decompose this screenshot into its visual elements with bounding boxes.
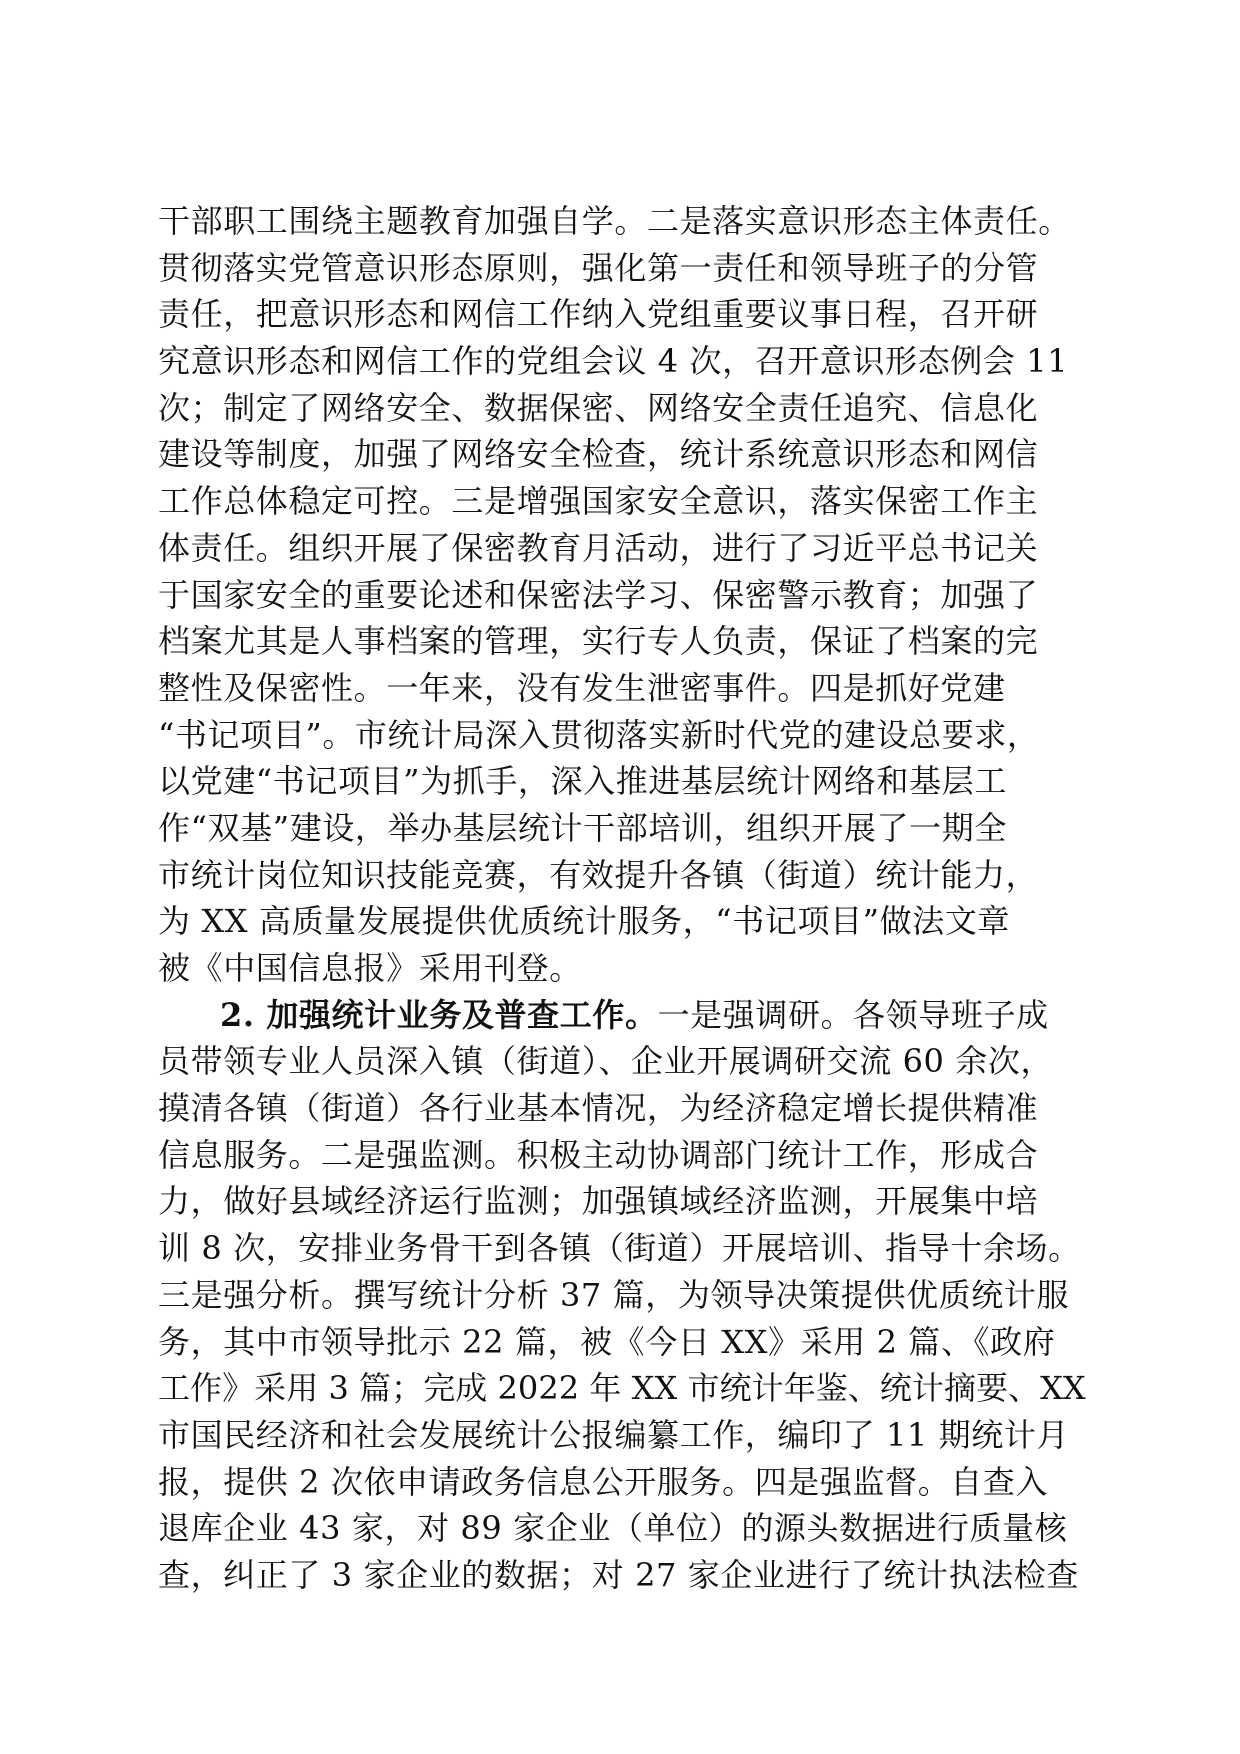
text-line: 市统计岗位知识技能竞赛，有效提升各镇（街道）统计能力，	[158, 855, 1039, 894]
text-line: “书记项目”。市统计局深入贯彻落实新时代党的建设总要求，	[158, 715, 1040, 754]
text-line: 贯彻落实党管意识形态原则，强化第一责任和领导班子的分管	[158, 248, 1039, 287]
section-2-first-line-rest: 一是强调研。各领导班子成	[657, 995, 1049, 1034]
text-line: 次；制定了网络安全、数据保密、网络安全责任追究、信息化	[158, 388, 1039, 427]
section-2-first-line	[158, 992, 1088, 1039]
text-line: 工作总体稳定可控。三是增强国家安全意识，落实保密工作主	[158, 482, 1039, 521]
text-line: 三是强分析。撰写统计分析 37 篇，为领导决策提供优质统计服	[158, 1275, 1070, 1314]
text-line: 力，做好县域经济运行监测；加强镇域经济监测，开展集中培	[158, 1182, 1039, 1221]
text-line: 被《中国信息报》采用刊登。	[158, 949, 582, 987]
text-line: 究意识形态和网信工作的党组会议 4 次，召开意识形态例会 11	[158, 342, 1069, 381]
text-line: 干部职工围绕主题教育加强自学。二是落实意识形态主体责任。	[158, 202, 1071, 240]
text-line: 务，其中市领导批示 22 篇，被《今日 XX》采用 2 篇、《政府	[158, 1322, 1056, 1361]
text-line: 市国民经济和社会发展统计公报编纂工作，编印了 11 期统计月	[158, 1415, 1070, 1454]
text-line: 作“双基”建设，举办基层统计干部培训，组织开展了一期全	[158, 808, 1007, 847]
text-line: 档案尤其是人事档案的管理，实行专人负责，保证了档案的完	[158, 622, 1039, 661]
text-line: 体责任。组织开展了保密教育月活动，进行了习近平总书记关	[158, 528, 1039, 567]
body-text	[158, 198, 1088, 1599]
text-line: 摸清各镇（街道）各行业基本情况，为经济稳定增长提供精准	[158, 1089, 1039, 1128]
text-line: 整性及保密性。一年来，没有发生泄密事件。四是抓好党建	[158, 668, 1006, 707]
text-line: 信息服务。二是强监测。积极主动协调部门统计工作，形成合	[158, 1135, 1039, 1174]
text-line: 责任，把意识形态和网信工作纳入党组重要议事日程，召开研	[158, 295, 1039, 334]
text-line: 报，提供 2 次依申请政务信息公开服务。四是强监督。自查入	[158, 1462, 1049, 1501]
text-line: 员带领专业人员深入镇（街道）、企业开展调研交流 60 余次，	[158, 1042, 1054, 1081]
text-line: 工作》采用 3 篇；完成 2022 年 XX 市统计年鉴、统计摘要、XX	[158, 1369, 1086, 1408]
text-line: 训 8 次，安排业务骨干到各镇（街道）开展培训、指导十余场。	[158, 1229, 1081, 1268]
text-line: 以党建“书记项目”为抓手，深入推进基层统计网络和基层工	[158, 762, 1007, 801]
text-line: 退库企业 43 家，对 89 家企业（单位）的源头数据进行质量核	[158, 1509, 1068, 1548]
text-line: 于国家安全的重要论述和保密法学习、保密警示教育；加强了	[158, 575, 1039, 614]
section-2-heading: 2. 加强统计业务及普查工作。	[220, 995, 658, 1034]
text-line: 建设等制度，加强了网络安全检查，统计系统意识形态和网信	[158, 435, 1039, 474]
text-line: 查，纠正了 3 家企业的数据；对 27 家企业进行了统计执法检查	[158, 1555, 1079, 1594]
text-line: 为 XX 高质量发展提供优质统计服务，“书记项目”做法文章	[158, 902, 1011, 941]
